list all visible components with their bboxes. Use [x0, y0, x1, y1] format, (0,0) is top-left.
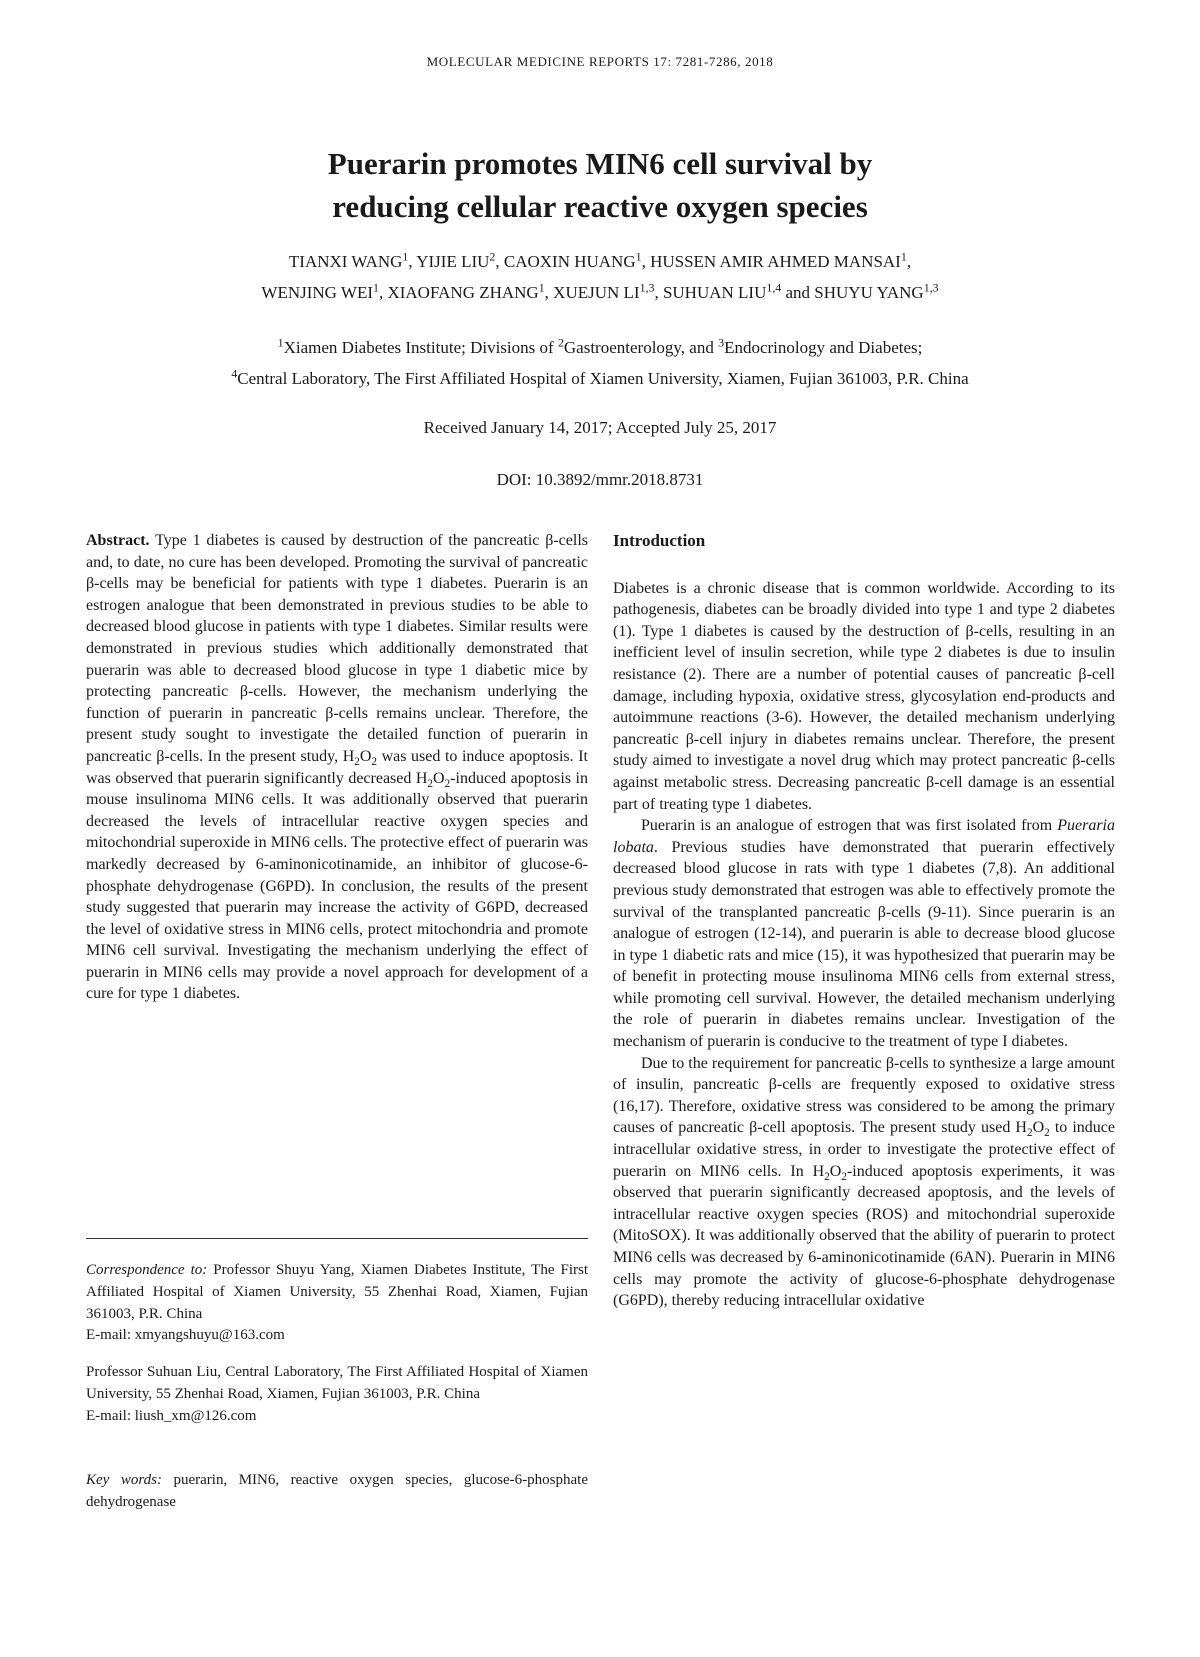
author-list	[120, 246, 1080, 308]
paragraph-text: -induced apoptosis experiments, it was observed that puerarin significantly decreased apoptosis, and the levels of intracellular reactive oxygen species (ROS) and mitochondrial superoxide (MitoSOX). It was additionally observed that the ability of puerarin to protect MIN6 cells was decreased by 6-aminonicotinamide (6AN). Puerarin in MIN6 cells may promote the activity of glucose-6-phosphate dehydrogenase (G6PD), thereby reducing intracellular oxidative	[613, 1162, 1116, 1310]
author-separator: ,	[408, 252, 417, 271]
paragraph-text: Puerarin is an analogue of estrogen that was first isolated from	[641, 817, 1058, 835]
author-affiliation-mark: 1,3	[639, 280, 655, 295]
paragraph-text: O	[829, 1162, 842, 1180]
abstract-text: O	[359, 747, 372, 765]
author-separator: ,	[378, 283, 388, 302]
correspondence-address: Professor Shuyu Yang, Xiamen Diabetes Institute, The First Affiliated Hospital of Xiamen University, 55 Zhenhai Road, Xiamen, Fujian 361003, P.R. China	[86, 1262, 588, 1322]
abstract-text: was used to induce apoptosis. It was observed that puerarin significantly decreased H	[86, 747, 588, 787]
affiliation-mark: 1	[277, 335, 284, 350]
introduction-section	[613, 530, 1115, 1312]
author-separator: ,	[544, 283, 554, 302]
introduction-heading: Introduction	[613, 531, 706, 550]
subscript: 2	[354, 756, 360, 769]
subscript: 2	[371, 756, 377, 769]
author-separator: ,	[495, 252, 504, 271]
affiliation-text: Central Laboratory, The First Affiliated Hospital of Xiamen University, Xiamen, Fujian 361003, P.R. China	[237, 369, 969, 388]
article-title	[150, 142, 1050, 228]
affiliation-mark: 2	[557, 335, 564, 350]
author-affiliation-mark: 2	[489, 249, 496, 264]
abstract-text: O	[433, 769, 445, 787]
author-affiliation-mark: 1	[635, 249, 642, 264]
correspondence-text	[86, 1260, 588, 1325]
author-separator: ,	[654, 283, 663, 302]
author-name: CAOXIN HUANG	[503, 252, 636, 271]
title-line-1: Puerarin promotes MIN6 cell survival by	[327, 146, 873, 181]
introduction-body	[613, 578, 1115, 1312]
affiliations	[90, 332, 1110, 394]
author-affiliation-mark: 1	[900, 249, 907, 264]
correspondence-block-1	[86, 1260, 588, 1347]
abstract-paragraph	[86, 530, 588, 1005]
keywords-text: puerarin, MIN6, reactive oxygen species, glucose-6-phosphate dehydrogenase	[86, 1472, 588, 1510]
author-name: SUHUAN LIU	[662, 283, 767, 302]
correspondence-email[interactable]: E-mail: xmyangshuyu@163.com	[86, 1327, 285, 1344]
subscript: 2	[444, 777, 451, 790]
author-name: SHUYU YANG	[814, 283, 924, 302]
paragraph-text: to induce intracellular oxidative stress, in order to investigate the protective effect of puerarin on MIN6 cells. In H	[613, 1119, 1116, 1180]
subscript: 2	[427, 777, 434, 790]
keywords-label: Key words:	[86, 1472, 162, 1488]
author-affiliation-mark: 1,4	[766, 280, 782, 295]
subscript: 2	[841, 1170, 847, 1183]
affiliation-mark: 3	[718, 335, 725, 350]
author-separator: and	[781, 283, 815, 302]
affiliation-mark: 4	[231, 366, 238, 381]
author-separator: ,	[906, 252, 912, 271]
author-name: WENJING WEI	[261, 283, 373, 302]
introduction-paragraph-1: Diabetes is a chronic disease that is common worldwide. According to its pathogenesis, diabetes can be broadly divided into type 1 and type 2 diabetes (1). Type 1 diabetes is caused by the destruction of β-cells, resulting in an inefficient level of insulin secretion, while type 2 diabetes is due to insulin resistance (2). There are a number of potential causes of pancreatic β-cell damage, including hypoxia, oxidative stress, glycosylation end-products and autoimmune reactions (3-6). However, the detailed mechanism underlying pancreatic β-cell injury in diabetes remains unclear. Therefore, the present study aimed to investigate a novel drug which may protect pancreatic β-cells against metabolic stress. Decreasing pancreatic β-cell damage is an essential part of treating type 1 diabetes.	[613, 579, 1115, 813]
paragraph-text: Due to the requirement for pancreatic β-cells to synthesize a large amount of insulin, pancreatic β-cells are frequently exposed to oxidative stress (16,17). Therefore, oxidative stress was considered to be among the primary causes of pancreatic β-cell apoptosis. The present study used H	[613, 1054, 1115, 1137]
author-affiliation-mark: 1	[538, 280, 545, 295]
abstract-text: -induced apoptosis in mouse insulinoma MIN6 cells. It was additionally observed that puerarin decreased the levels of intracellular reactive oxygen species and mitochondrial superoxide in MIN6 cells. The protective effect of puerarin was markedly decreased by 6-aminonicotinamide, an inhibitor of glucose-6-phosphate dehydrogenase (G6PD). In conclusion, the results of the present study suggested that puerarin may increase the activity of G6PD, decreased the level of oxidative stress in MIN6 cells, protect mitochondria and promote MIN6 cell survival. Investigating the mechanism underlying the effect of puerarin in MIN6 cells may provide a novel approach for development of a cure for type 1 diabetes.	[86, 769, 588, 1003]
title-line-2: reducing cellular reactive oxygen species	[332, 189, 868, 224]
author-name: TIANXI WANG	[288, 252, 403, 271]
affiliation-text: Xiamen Diabetes Institute; Divisions of	[283, 338, 558, 357]
paragraph-text: . Previous studies have demonstrated that puerarin effectively decreased blood glucose in rats with type 1 diabetes (7,8). An additional previous study demonstrated that estrogen was able to effectively promote the survival of the transplanted pancreatic β-cells (9-11). Since puerarin is an analogue of estrogen (12-14), and puerarin is able to decrease blood glucose in type 1 diabetic rats and mice (15), it was hypothesized that puerarin may be of benefit in protecting mouse insulinoma MIN6 cells from external stress, while promoting cell survival. However, the detailed mechanism underlying the role of puerarin in diabetes remains unclear. Investigation of the mechanism of puerarin is conducive to the treatment of type I diabetes.	[613, 838, 1115, 1051]
abstract-text: Type 1 diabetes is caused by destruction of the pancreatic β-cells and, to date, no cure has been developed. Promoting the survival of pancreatic β-cells may be beneficial for patients with type 1 diabetes. Puerarin is an estrogen analogue that been demonstrated in previous studies to be able to decreased blood glucose in patients with type 1 diabetes. Similar results were demonstrated in previous studies which additionally demonstrated that puerarin was able to decreased blood glucose in type 1 diabetic mice by protecting pancreatic β-cells. However, the mechanism underlying the function of puerarin in pancreatic β-cells remains unclear. Therefore, the present study sought to investigate the detailed function of puerarin in pancreatic β-cells. In the present study, H	[86, 532, 588, 765]
author-name: XIAOFANG ZHANG	[387, 283, 539, 302]
introduction-paragraph-3	[613, 1053, 1115, 1312]
correspondence-address: Professor Suhuan Liu, Central Laboratory, The First Affiliated Hospital of Xiamen University, 55 Zhenhai Road, Xiamen, Fujian 361003, P.R. China	[86, 1364, 588, 1402]
correspondence-label: Correspondence to:	[86, 1262, 208, 1278]
paragraph-text: O	[1032, 1119, 1045, 1137]
footnote-divider	[86, 1238, 588, 1239]
abstract-heading: Abstract.	[86, 532, 150, 549]
doi: DOI: 10.3892/mmr.2018.8731	[496, 470, 704, 489]
correspondence-email[interactable]: E-mail: liush_xm@126.com	[86, 1407, 257, 1424]
subscript: 2	[1044, 1127, 1050, 1140]
author-affiliation-mark: 1	[402, 249, 409, 264]
subscript: 2	[824, 1170, 830, 1183]
author-name: HUSSEN AMIR AHMED MANSAI	[650, 252, 901, 271]
abstract-section	[86, 530, 588, 1005]
author-name: XUEJUN LI	[553, 283, 640, 302]
subscript: 2	[1026, 1127, 1033, 1140]
correspondence-block-2	[86, 1362, 588, 1427]
species-name: Pueraria lobata	[613, 817, 1115, 856]
affiliation-text: Gastroenterology, and	[563, 338, 719, 357]
author-affiliation-mark: 1,3	[923, 280, 939, 295]
introduction-paragraph-2	[613, 815, 1115, 1053]
author-separator: ,	[641, 252, 651, 271]
keywords	[86, 1470, 588, 1514]
author-name: YIJIE LIU	[416, 252, 490, 271]
affiliation-text: Endocrinology and Diabetes;	[724, 338, 923, 357]
running-head: MOLECULAR MEDICINE REPORTS 17: 7281-7286, 2018	[426, 54, 774, 69]
received-accepted-dates: Received January 14, 2017; Accepted July 25, 2017	[423, 418, 777, 437]
author-affiliation-mark: 1	[373, 280, 379, 295]
